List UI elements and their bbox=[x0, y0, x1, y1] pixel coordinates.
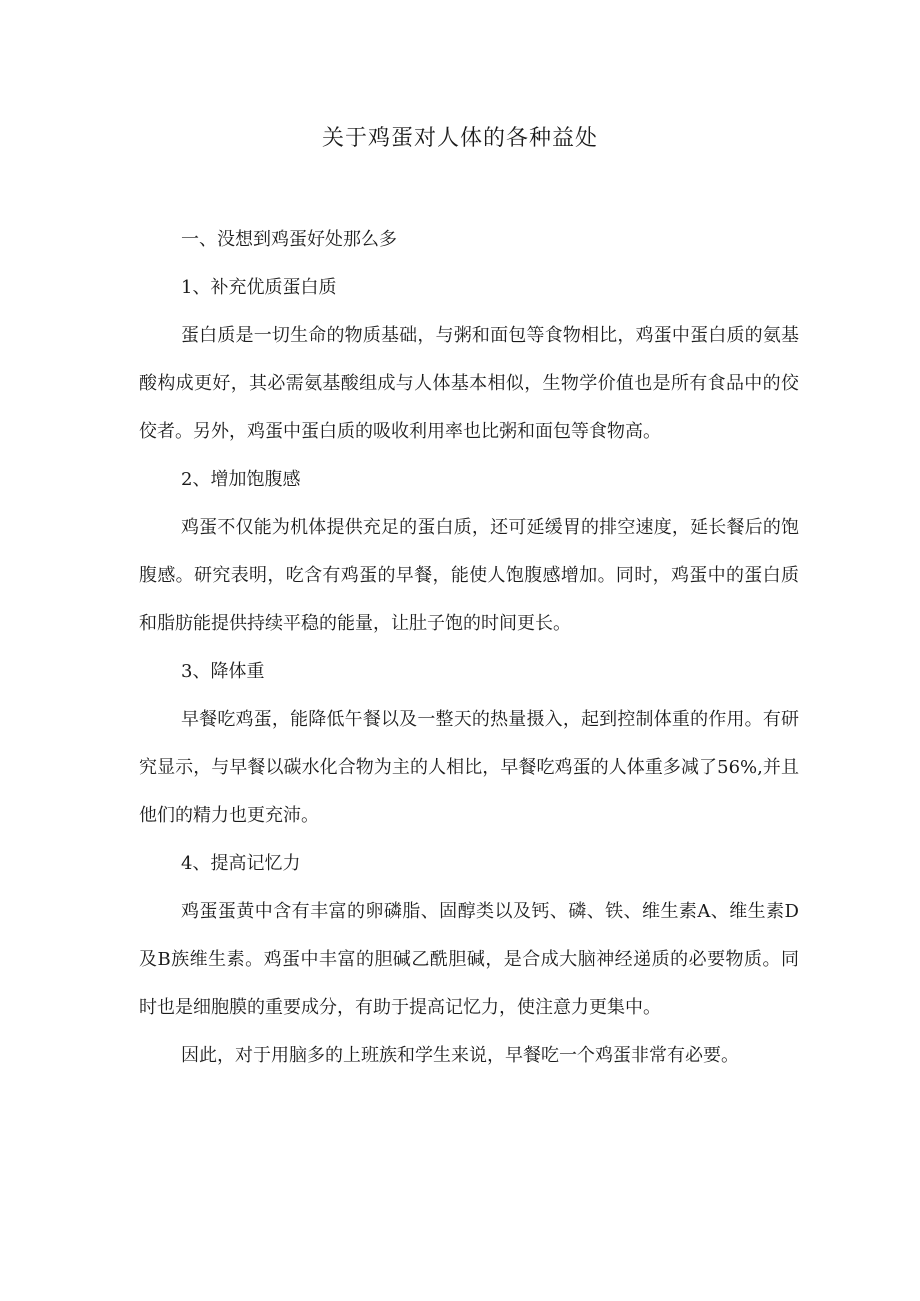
item-paragraph-1: 蛋白质是一切生命的物质基础，与粥和面包等食物相比，鸡蛋中蛋白质的氨基酸构成更好，其必需氨基酸组成与人体基本相似，生物学价值也是所有食品中的佼佼者。另外，鸡蛋中蛋白质的吸收利用率也比粥和面包等食物高。 bbox=[139, 325, 799, 442]
item-heading-4: 4、提高记忆力 bbox=[181, 853, 301, 874]
item-paragraph-4: 鸡蛋蛋黄中含有丰富的卵磷脂、固醇类以及钙、磷、铁、维生素A、维生素D及B族维生素。鸡蛋中丰富的胆碱乙酰胆碱，是合成大脑神经递质的必要物质。同时也是细胞膜的重要成分，有助于提高记忆力，使注意力更集中。 bbox=[139, 901, 799, 1018]
item-heading-1: 1、补充优质蛋白质 bbox=[181, 277, 337, 298]
document-title: 关于鸡蛋对人体的各种益处 bbox=[321, 126, 598, 151]
item-paragraph-3: 早餐吃鸡蛋，能降低午餐以及一整天的热量摄入，起到控制体重的作用。有研究显示，与早餐以碳水化合物为主的人相比，早餐吃鸡蛋的人体重多减了56%,并且他们的精力也更充沛。 bbox=[139, 709, 799, 826]
document-body bbox=[139, 216, 799, 1080]
item-heading-2: 2、增加饱腹感 bbox=[181, 469, 301, 490]
section-heading: 一、没想到鸡蛋好处那么多 bbox=[181, 229, 397, 250]
conclusion-paragraph: 因此，对于用脑多的上班族和学生来说，早餐吃一个鸡蛋非常有必要。 bbox=[181, 1045, 739, 1066]
item-paragraph-2: 鸡蛋不仅能为机体提供充足的蛋白质，还可延缓胃的排空速度，延长餐后的饱腹感。研究表明，吃含有鸡蛋的早餐，能使人饱腹感增加。同时，鸡蛋中的蛋白质和脂肪能提供持续平稳的能量，让肚子饱的时间更长。 bbox=[139, 517, 799, 634]
item-heading-3: 3、降体重 bbox=[181, 661, 265, 682]
